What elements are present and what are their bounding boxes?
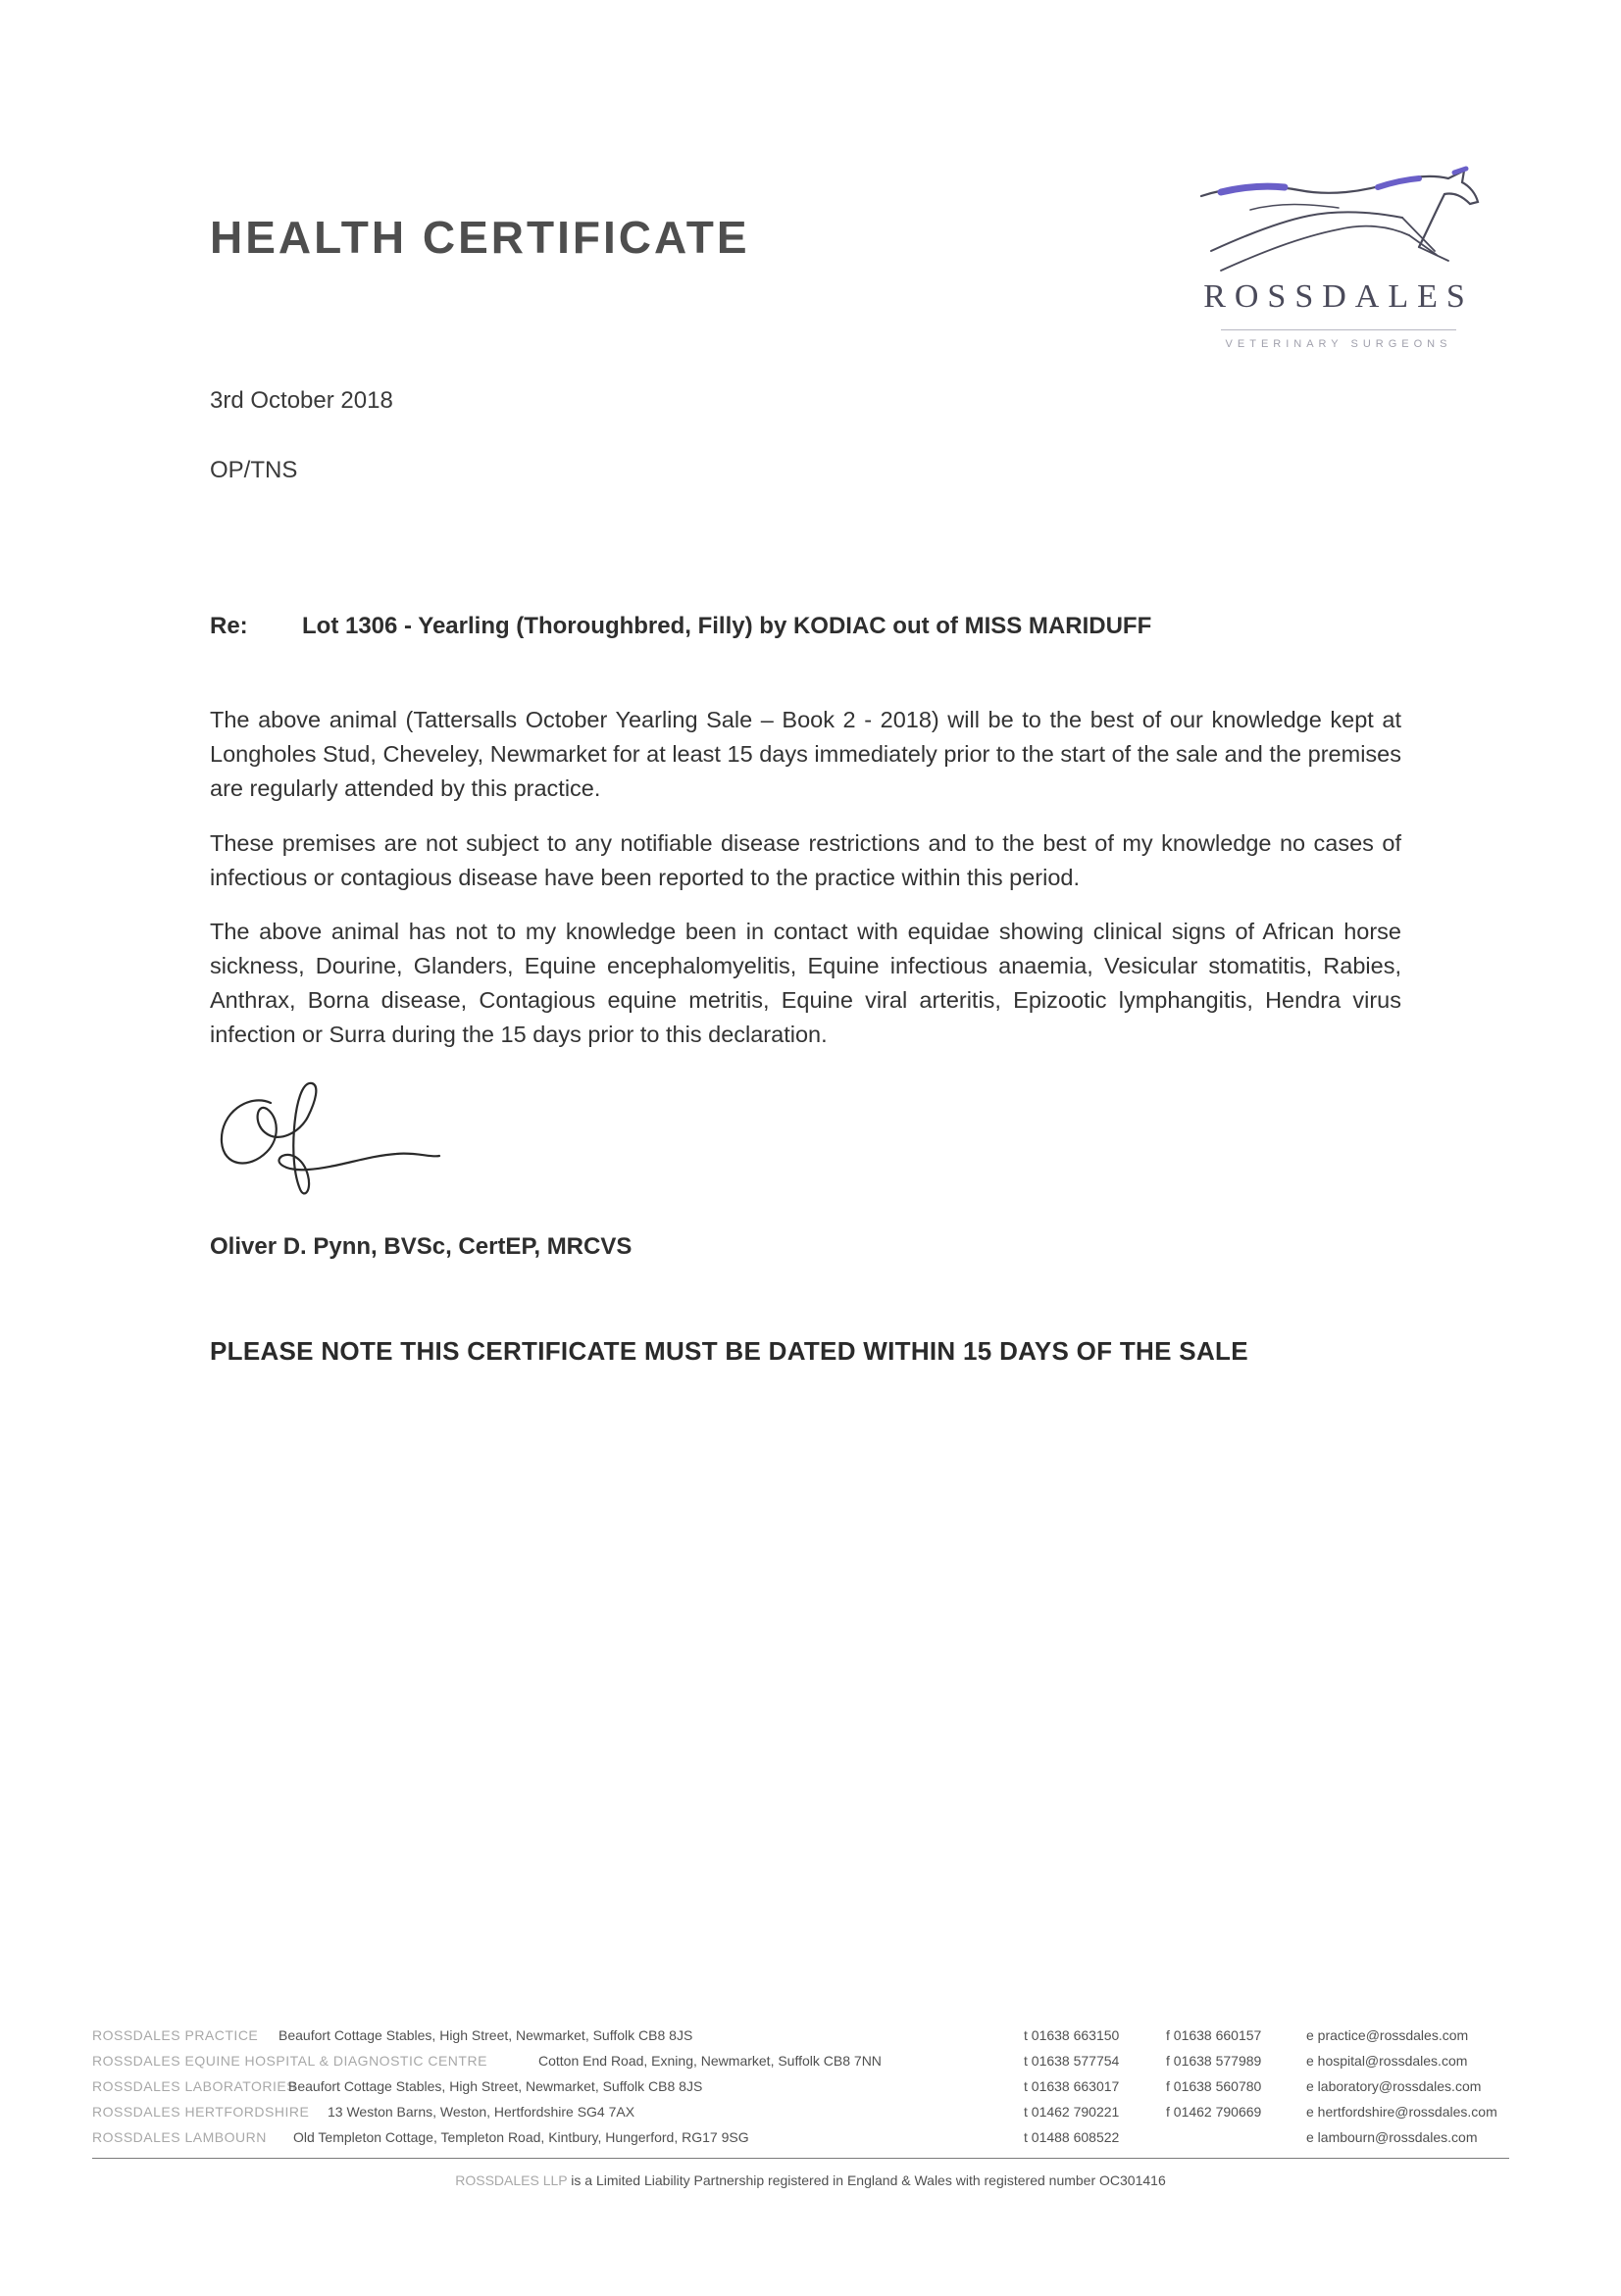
footer-office-row: [92, 2078, 1539, 2104]
rossdales-logo: [1191, 157, 1486, 363]
office-fax: f 01638 660157: [1166, 2027, 1262, 2043]
office-email: e lambourn@rossdales.com: [1306, 2129, 1478, 2145]
footer-office-row: [92, 2027, 1539, 2053]
office-division: ROSSDALES PRACTICE: [92, 2027, 259, 2043]
office-address: Beaufort Cottage Stables, High Street, Newmarket, Suffolk CB8 8JS: [288, 2078, 703, 2094]
dating-notice: PLEASE NOTE THIS CERTIFICATE MUST BE DATED WITHIN 15 DAYS OF THE SALE: [210, 1336, 1248, 1366]
office-phone: t 01488 608522: [1024, 2129, 1120, 2145]
paragraph-kept-premises: [210, 703, 1401, 806]
office-fax: f 01638 577989: [1166, 2053, 1262, 2069]
signatory-name: Oliver D. Pynn, BVSc, CertEP, MRCVS: [210, 1233, 633, 1260]
office-fax: f 01638 560780: [1166, 2078, 1262, 2094]
logo-subtitle: VETERINARY SURGEONS: [1225, 338, 1452, 350]
legal-registration-text: is a Limited Liability Partnership registered in England & Wales with registered number OC301416: [571, 2172, 1166, 2188]
office-phone: t 01638 663017: [1024, 2078, 1120, 2094]
office-division: ROSSDALES EQUINE HOSPITAL & DIAGNOSTIC CENTRE: [92, 2053, 487, 2069]
footer-office-row: [92, 2104, 1539, 2129]
footer-office-row: [92, 2129, 1539, 2155]
office-email: e practice@rossdales.com: [1306, 2027, 1469, 2043]
office-fax: f 01462 790669: [1166, 2104, 1262, 2120]
office-address: Old Templeton Cottage, Templeton Road, Kintbury, Hungerford, RG17 9SG: [293, 2129, 749, 2145]
footer-offices: [92, 2027, 1539, 2155]
office-email: e hospital@rossdales.com: [1306, 2053, 1468, 2069]
office-address: Beaufort Cottage Stables, High Street, Newmarket, Suffolk CB8 8JS: [279, 2027, 693, 2043]
logo-wordmark: ROSSDALES: [1203, 278, 1474, 315]
office-address: 13 Weston Barns, Weston, Hertfordshire SG4 7AX: [328, 2104, 635, 2120]
legal-statement: [0, 2172, 1621, 2188]
reference-code: OP/TNS: [210, 457, 298, 483]
galloping-horse-logo-icon: [1191, 157, 1486, 279]
office-phone: t 01638 577754: [1024, 2053, 1120, 2069]
subject-text: Lot 1306 - Yearling (Thoroughbred, Filly) by KODIAC out of MISS MARIDUFF: [302, 613, 1152, 639]
subject-label: Re:: [210, 613, 248, 639]
footer-office-row: [92, 2053, 1539, 2078]
office-division: ROSSDALES LAMBOURN: [92, 2129, 267, 2145]
footer-divider: [92, 2158, 1509, 2159]
office-phone: t 01462 790221: [1024, 2104, 1120, 2120]
paragraph-no-contact: [210, 915, 1401, 1052]
office-address: Cotton End Road, Exning, Newmarket, Suffolk CB8 7NN: [538, 2053, 882, 2069]
office-division: ROSSDALES LABORATORIES: [92, 2078, 297, 2094]
paragraph-no-restrictions: [210, 826, 1401, 895]
certificate-date: 3rd October 2018: [210, 387, 393, 414]
office-phone: t 01638 663150: [1024, 2027, 1120, 2043]
office-division: ROSSDALES HERTFORDSHIRE: [92, 2104, 310, 2120]
document-title: HEALTH CERTIFICATE: [210, 212, 750, 263]
logo-divider: [1221, 329, 1456, 330]
handwritten-signature: [210, 1073, 504, 1206]
paragraph-text: The above animal has not to my knowledge been in contact with equidae showing clinical signs of African horse sickness, Dourine, Glanders, Equine encephalomyelitis, Equine infectious anaemia, Vesicular stomatitis, Rabies, Anthrax, Borna disease, Contagious equine metritis, Equine viral arteritis, Epizootic lymphangitis, Hendra virus infection or Surra during the 15 days prior to this declaration.: [210, 919, 1401, 1047]
legal-firm-name: ROSSDALES LLP: [455, 2172, 568, 2188]
office-email: e laboratory@rossdales.com: [1306, 2078, 1482, 2094]
paragraph-text: These premises are not subject to any notifiable disease restrictions and to the best of my knowledge no cases of infectious or contagious disease have been reported to the practice within this period.: [210, 830, 1401, 890]
subject-line: [210, 613, 1151, 640]
office-email: e hertfordshire@rossdales.com: [1306, 2104, 1497, 2120]
paragraph-text: The above animal (Tattersalls October Yearling Sale – Book 2 - 2018) will be to the best of our knowledge kept at Longholes Stud, Cheveley, Newmarket for at least 15 days immediately prior to the start of the sale and the premises are regularly attended by this practice.: [210, 707, 1401, 801]
